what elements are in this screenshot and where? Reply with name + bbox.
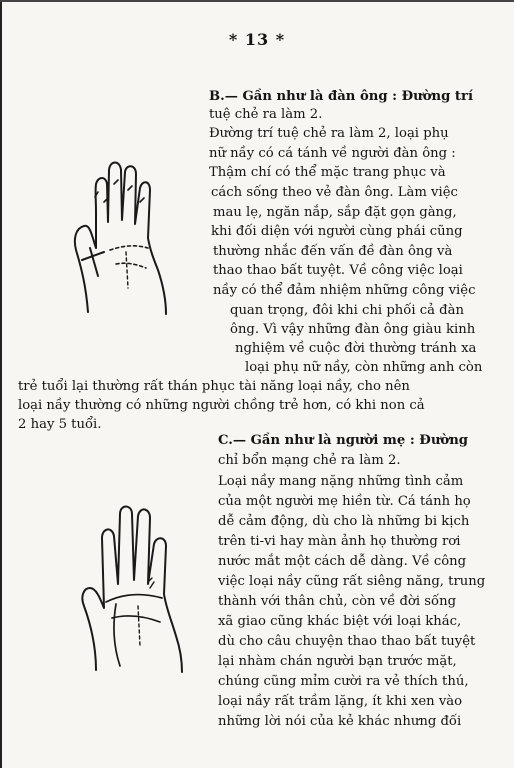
- page-number: * 13 *: [228, 30, 286, 49]
- section-c-line: dù cho câu chuyện thao thao bất tuyệt: [218, 634, 476, 649]
- section-b-line: thao thao bất tuyệt. Về công việc loại: [213, 263, 463, 278]
- section-c-line: trên ti-vi hay màn ảnh họ thường rơi: [218, 534, 461, 549]
- palm-drawing-icon: [70, 152, 178, 322]
- section-b-line: khi đối diện với người cùng phái cũng: [211, 224, 463, 239]
- section-c-line: loại nầy rất trầm lặng, ít khi xen vào: [218, 694, 463, 709]
- section-b-line: quan trọng, đôi khi chi phối cả đàn: [230, 303, 464, 318]
- section-b-line: Thậm chí có thể mặc trang phục và: [209, 165, 446, 180]
- section-b-heading: B.— Gần như là đàn ông : Đường trí: [209, 89, 473, 104]
- section-c-line: của một người mẹ hiền từ. Cá tánh họ: [218, 494, 471, 509]
- section-b-line: 2 hay 5 tuổi.: [18, 417, 102, 432]
- section-c-line: chỉ bổn mạng chẻ ra làm 2.: [218, 453, 401, 468]
- section-c-heading: C.— Gần như là người mẹ : Đường: [218, 433, 469, 448]
- section-b-line: cách sống theo vẻ đàn ông. Làm việc: [211, 185, 458, 200]
- section-b-line: loại phụ nữ nầy, còn những anh còn: [245, 360, 483, 375]
- section-c-line: thành với thân chủ, còn về đời sống: [218, 594, 457, 609]
- section-c-line: việc loại nầy cũng rất siêng năng, trung: [218, 574, 486, 589]
- section-b-line: Đường trí tuệ chẻ ra làm 2, loại phụ: [209, 126, 449, 141]
- section-c-line: lại nhàm chán người bạn trước mặt,: [218, 654, 457, 669]
- section-c-line: chúng cũng mỉm cười ra vẻ thích thú,: [218, 674, 469, 689]
- page-edge-top: [0, 0, 514, 2]
- section-b-line: nghiệm về cuộc đời thường tránh xa: [235, 341, 477, 356]
- section-c-line: dễ cảm động, dù cho là những bi kịch: [218, 514, 470, 529]
- section-b-line: loại nầy thường có những người chồng trẻ hơn, có khi non cả: [18, 398, 425, 413]
- section-c-line: nước mắt một cách dễ dàng. Về công: [218, 554, 467, 569]
- section-b-line: nầy có thể đảm nhiệm những công việc: [213, 283, 476, 298]
- section-b-line: nữ nầy có cá tánh về người đàn ông :: [209, 146, 456, 161]
- section-b-line: mau lẹ, ngăn nắp, sắp đặt gọn gàng,: [213, 205, 457, 220]
- section-b-line: ông. Vì vậy những đàn ông giàu kinh: [230, 322, 476, 337]
- section-c-line: những lời nói của kẻ khác nhưng đối: [218, 714, 462, 729]
- palm-drawing-icon: [78, 498, 198, 678]
- page-edge-left: [0, 0, 2, 768]
- section-c-line: xã giao cũng khác biệt với loại khác,: [218, 614, 462, 629]
- section-b-line: tuệ chẻ ra làm 2.: [209, 107, 323, 122]
- section-b-line: trẻ tuổi lại thường rất thán phục tài năng loại nầy, cho nên: [18, 379, 410, 394]
- section-b-line: thường nhắc đến vấn đề đàn ông và: [213, 244, 453, 259]
- section-c-line: Loại nầy mang nặng những tình cảm: [218, 474, 464, 489]
